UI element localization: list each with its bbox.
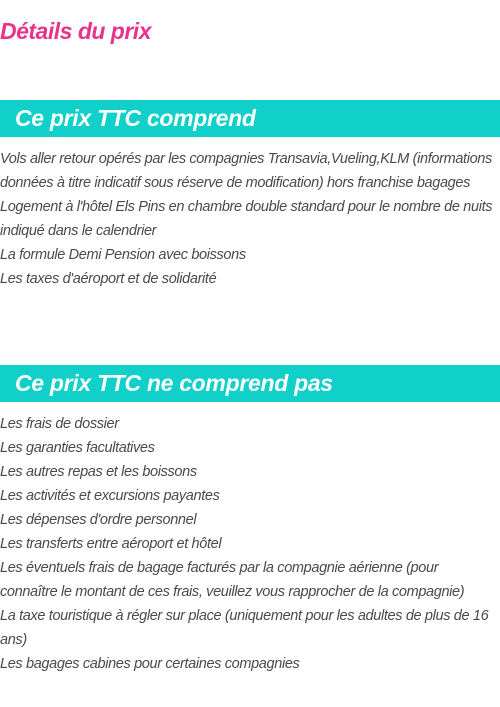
list-item: La taxe touristique à régler sur place (uniquement pour les adultes de plus de 16 ans) xyxy=(0,608,489,648)
excludes-heading: Ce prix TTC ne comprend pas xyxy=(0,365,500,402)
page-title: Détails du prix xyxy=(0,18,151,44)
list-item: La formule Demi Pension avec boissons xyxy=(0,247,246,263)
list-item: Les taxes d'aéroport et de solidarité xyxy=(0,271,217,287)
list-item: Logement à l'hôtel Els Pins en chambre double standard pour le nombre de nuits indiqué dans le calendrier xyxy=(0,199,493,239)
includes-list xyxy=(0,147,498,291)
list-item: Les dépenses d'ordre personnel xyxy=(0,512,197,528)
list-item: Les transferts entre aéroport et hôtel xyxy=(0,536,222,552)
list-item: Les garanties facultatives xyxy=(0,440,155,456)
includes-heading: Ce prix TTC comprend xyxy=(0,100,500,137)
list-item: Les bagages cabines pour certaines compagnies xyxy=(0,656,300,672)
list-item: Les activités et excursions payantes xyxy=(0,488,220,504)
excludes-list xyxy=(0,412,498,676)
list-item: Les frais de dossier xyxy=(0,416,119,432)
list-item: Les éventuels frais de bagage facturés par la compagnie aérienne (pour connaître le montant de ces frais, veuillez vous rapprocher de la compagnie) xyxy=(0,560,465,600)
list-item: Vols aller retour opérés par les compagnies Transavia,Vueling,KLM (informations données à titre indicatif sous réserve de modification) hors franchise bagages xyxy=(0,151,492,191)
list-item: Les autres repas et les boissons xyxy=(0,464,197,480)
